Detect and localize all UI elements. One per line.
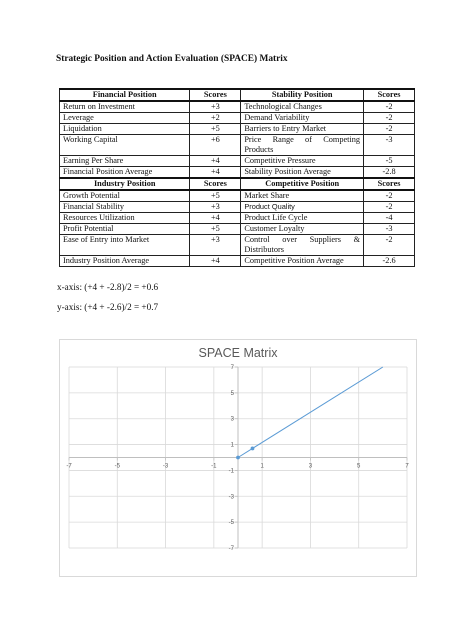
score-cell: +3 bbox=[190, 235, 241, 256]
score-cell: +3 bbox=[190, 202, 241, 213]
score-cell: -2 bbox=[364, 190, 415, 202]
data-point bbox=[236, 456, 240, 460]
x-tick-label: 3 bbox=[308, 463, 313, 470]
score-cell: +3 bbox=[190, 101, 241, 113]
factor-cell: Price Range of Competing Products bbox=[241, 135, 364, 156]
x-axis-calculation: x-axis: (+4 + -2.8)/2 = +0.6 bbox=[57, 282, 159, 292]
factor-cell: Market Share bbox=[241, 190, 364, 202]
y-tick-label: -3 bbox=[228, 494, 234, 501]
column-header: Scores bbox=[190, 89, 241, 101]
x-tick-label: 5 bbox=[357, 463, 361, 470]
factor-cell: Demand Variability bbox=[241, 113, 364, 124]
space-matrix-chart bbox=[59, 339, 417, 577]
factor-cell: Stability Position Average bbox=[241, 167, 364, 179]
score-cell: -2 bbox=[364, 101, 415, 113]
score-cell: -2 bbox=[364, 124, 415, 135]
score-cell: +5 bbox=[190, 124, 241, 135]
factor-cell: Resources Utilization bbox=[60, 213, 190, 224]
factor-cell: Return on Investment bbox=[60, 101, 190, 113]
factor-cell: Ease of Entry into Market bbox=[60, 235, 190, 256]
table-row bbox=[60, 224, 415, 235]
score-cell: +5 bbox=[190, 224, 241, 235]
score-cell: +4 bbox=[190, 256, 241, 267]
score-cell: -2 bbox=[364, 235, 415, 256]
factor-cell: Liquidation bbox=[60, 124, 190, 135]
score-cell: -2 bbox=[364, 113, 415, 124]
y-tick-label: 1 bbox=[230, 442, 234, 449]
score-cell: +4 bbox=[190, 213, 241, 224]
column-header: Scores bbox=[190, 178, 241, 190]
score-cell: -3 bbox=[364, 135, 415, 156]
x-tick-label: -1 bbox=[211, 463, 217, 470]
score-cell: +4 bbox=[190, 156, 241, 167]
factor-cell: Working Capital bbox=[60, 135, 190, 156]
factor-cell: Technological Changes bbox=[241, 101, 364, 113]
factor-cell: Competitive Pressure bbox=[241, 156, 364, 167]
column-header: Scores bbox=[364, 89, 415, 101]
score-cell: -4 bbox=[364, 213, 415, 224]
score-cell: -3 bbox=[364, 224, 415, 235]
factor-cell: Earning Per Share bbox=[60, 156, 190, 167]
factor-cell: Profit Potential bbox=[60, 224, 190, 235]
x-tick-label: -7 bbox=[66, 463, 72, 470]
score-cell: -5 bbox=[364, 156, 415, 167]
y-axis-calculation: y-axis: (+4 + -2.6)/2 = +0.7 bbox=[57, 302, 159, 312]
factor-cell: Competitive Position Average bbox=[241, 256, 364, 267]
x-tick-label: 1 bbox=[260, 463, 264, 470]
column-header: Competitive Position bbox=[241, 178, 364, 190]
y-tick-label: -5 bbox=[228, 520, 234, 527]
table-header-row bbox=[60, 178, 415, 190]
table-row bbox=[60, 256, 415, 267]
score-cell: +5 bbox=[190, 190, 241, 202]
column-header: Industry Position bbox=[60, 178, 190, 190]
factor-cell: Leverage bbox=[60, 113, 190, 124]
x-tick-label: -5 bbox=[114, 463, 120, 470]
data-point bbox=[251, 447, 255, 451]
y-tick-label: 5 bbox=[230, 390, 234, 397]
space-score-table bbox=[59, 88, 415, 267]
table-row bbox=[60, 235, 415, 256]
column-header: Stability Position bbox=[241, 89, 364, 101]
y-tick-label: -1 bbox=[228, 468, 234, 475]
score-cell: -2.6 bbox=[364, 256, 415, 267]
factor-cell: Control over Suppliers & Distributors bbox=[241, 235, 364, 256]
factor-cell: Financial Position Average bbox=[60, 167, 190, 179]
column-header: Financial Position bbox=[60, 89, 190, 101]
table-header-row bbox=[60, 89, 415, 101]
table-row bbox=[60, 156, 415, 167]
table-row bbox=[60, 113, 415, 124]
y-tick-label: -7 bbox=[228, 546, 234, 552]
table-row bbox=[60, 167, 415, 179]
score-cell: +2 bbox=[190, 113, 241, 124]
chart-canvas bbox=[60, 340, 416, 576]
factor-cell: Industry Position Average bbox=[60, 256, 190, 267]
y-tick-label: 3 bbox=[230, 416, 234, 423]
score-cell: +6 bbox=[190, 135, 241, 156]
x-tick-label: 7 bbox=[405, 463, 409, 470]
x-tick-label: -3 bbox=[162, 463, 169, 470]
document-title: Strategic Position and Action Evaluation (SPACE) Matrix bbox=[56, 54, 288, 64]
column-header: Scores bbox=[364, 178, 415, 190]
table-row bbox=[60, 213, 415, 224]
table-row bbox=[60, 124, 415, 135]
table-row bbox=[60, 202, 415, 213]
factor-cell: Financial Stability bbox=[60, 202, 190, 213]
factor-cell: Product Quality bbox=[241, 202, 364, 213]
factor-cell: Barriers to Entry Market bbox=[241, 124, 364, 135]
score-cell: +4 bbox=[190, 167, 241, 179]
factor-cell: Product Life Cycle bbox=[241, 213, 364, 224]
score-cell: -2 bbox=[364, 202, 415, 213]
chart-title: SPACE Matrix bbox=[198, 346, 278, 360]
table-row bbox=[60, 135, 415, 156]
factor-cell: Growth Potential bbox=[60, 190, 190, 202]
score-cell: -2.8 bbox=[364, 167, 415, 179]
table-row bbox=[60, 190, 415, 202]
y-tick-label: 7 bbox=[230, 365, 234, 371]
table-row bbox=[60, 101, 415, 113]
factor-cell: Customer Loyalty bbox=[241, 224, 364, 235]
